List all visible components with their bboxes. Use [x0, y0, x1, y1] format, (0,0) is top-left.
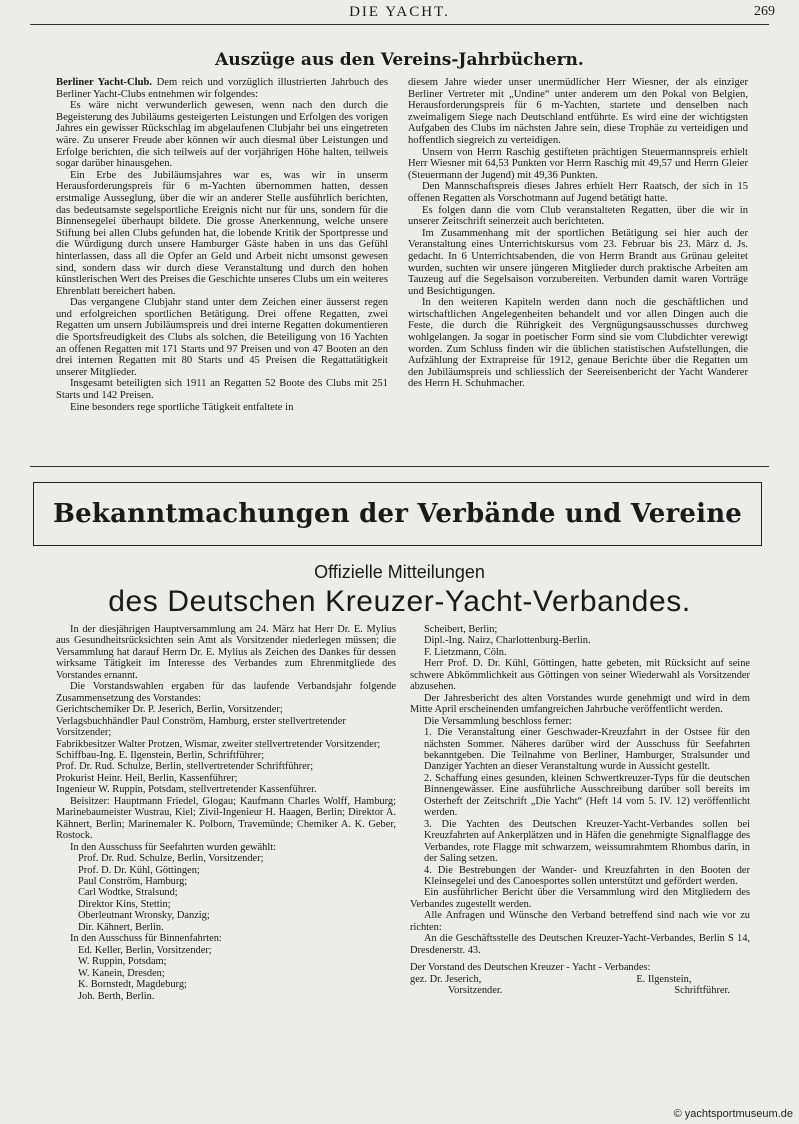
paragraph: Das vergangene Clubjahr stand unter dem Zeichen einer äusserst regen und erfolgreichen sportlichen Betätigung. Drei offene Regatten, zwei Regatten um unsern Jubiläumspreis und drei interne Regatten dokumentieren die Sportsfreudigkeit des Clubs als solchen, die Beteiligung von 16 Yachten an offenen Regatten mit 171 Starts und 97 Preisen und von 47 Booten an den drei internen Regatten mit 80 Starts und 45 Preisen die Regattatätigkeit unserer Mitglieder.: [56, 297, 388, 378]
list-item: W. Ruppin, Potsdam;: [78, 956, 167, 968]
list-item: Dipl.-Ing. Nairz, Charlottenburg-Berlin.: [424, 635, 591, 647]
paragraph: Ein Erbe des Jubiläumsjahres war es, was wir in unserm Herausforderungspreis für 6 m-Yachten übernommen hatten, dessen erstmalige Ausseglung, über die wir an anderer Stelle ausführlich berichten, das bedeutsamste segelsportliche Ereignis nicht nur für uns, sondern für die Binnensegelei überhaupt bildete. Die grosse Anerkennung, welche unsere Stiftung bei allen Clubs gefunden hat, die lobende Kritik der Sportpresse und die Würdigung durch unsere Hamburger Gäste haben in uns das Gefühl hinterlassen, dass all die Opfer an Geld und Arbeit nicht umsonst gewesen sind, sondern dass wir durch diese Veranstaltung und durch den hohen künstlerischen Wert des Preises die Geschichte unseres Clubs um ein weiteres Ehrenblatt bereichert haben.: [56, 169, 388, 297]
section-title-jahrbuecher: Auszüge aus den Vereins-Jahrbüchern.: [215, 50, 584, 70]
paragraph: In den weiteren Kapiteln werden dann noch die geschäftlichen und wirtschaftlichen Angelegenheiten behandelt und vor allen Dingen auch die Feste, die durch die Rührigkeit des Vergnügungsausschusses durchweg wohlgelangen. Ja sogar in poetischer Form sind sie vom Clubdichter verewigt worden. Zum Schluss finden wir die üblichen statistischen Aufstellungen, die Aufzählung der Extrapreise für 1912, genaue Berichte über die Regatten um den Jubiläumspreis und schliesslich der Seereisenbericht der Yacht Wanderer des Herrn H. Schuhmacher.: [408, 297, 748, 390]
signature-chair: gez. Dr. Jeserich,: [410, 973, 482, 985]
inland-committee-list: [56, 945, 396, 1002]
paragraph: Den Mannschaftspreis dieses Jahres erhielt Herr Raatsch, der sich in 15 offenen Regatten als Vorschotmann auf Jugend betätigt hatte.: [408, 181, 748, 204]
list-item: 3. Die Yachten des Deutschen Kreuzer-Yacht-Verbandes sollen bei Kreuzfahrten auf Ankerplätzen und in Häfen die genehmigte Signalflagge des Verbandes, rote Flagge mit schwarzem, weissumrahmtem Rhombus darin, in der Saling setzen.: [424, 818, 750, 865]
list-item: Carl Wodtke, Stralsund;: [78, 887, 178, 899]
paragraph: Herr Prof. D. Dr. Kühl, Göttingen, hatte gebeten, mit Rücksicht auf seine schwere Abkömmlichkeit aus Göttingen von seiner Wiederwahl als Vorsitzender abzusehen.: [410, 658, 750, 693]
club-lead: Berliner Yacht-Club.: [56, 77, 153, 88]
list-item: Dir. Kähnert, Berlin.: [78, 921, 164, 933]
official-subtitle: Offizielle Mitteilungen: [314, 562, 485, 582]
list-item: Prof. Dr. Rud. Schulze, Berlin, stellvertretender Schriftführer;: [56, 761, 314, 773]
list-item: Prof. D. Dr. Kühl, Göttingen;: [78, 864, 200, 876]
list-item: Joh. Berth, Berlin.: [78, 990, 155, 1002]
list-item: Scheibert, Berlin;: [424, 624, 498, 635]
list-item: Paul Conström, Hamburg;: [78, 875, 188, 887]
list-item: 4. Die Bestrebungen der Wander- und Kreuzfahrten in den Booten der Kleinsegelei und des Canoesportes sollen unterstützt und gefördert werden.: [424, 864, 750, 887]
list-item: 2. Schaffung eines gesunden, kleinen Schwertkreuzer-Typs für die deutschen Binnengewässer. Eine ausführliche Ausschreibung darüber soll bereits im Osterheft der Zeitschrift „Die Yacht“ (Heft 14 vom 5. IV. 12) veröffentlicht werden.: [424, 772, 750, 819]
official-title: des Deutschen Kreuzer-Yacht-Verbandes.: [108, 585, 691, 618]
paragraph: Unsern von Herrn Raschig gestifteten prächtigen Steuermannspreis erhielt Herr Wiesner mit 64,53 Punkten vor Herrn Raschig mit 49,57 und Herrn Gleier (Steuermann der Jugend) mit 49,36 Punkten.: [408, 146, 748, 181]
jahrbuch-right-column: [408, 77, 748, 390]
board-list: [56, 704, 396, 796]
signature-secretary: E. Ilgenstein,: [636, 973, 692, 985]
section-divider: [30, 466, 769, 467]
list-item: Fabrikbesitzer Walter Protzen, Wismar, zweiter stellvertretender Vorsitzender;: [56, 738, 381, 750]
paragraph: Im Zusammenhang mit der sportlichen Betätigung sei hier auch der Veranstaltung eines Unterrichtskursus vom 23. Februar bis 23. März d. Js. gedacht. In 6 Unterrichtsabenden, die von Herrn Brandt aus Grünau geleitet wurden, suchten wir unsere jüngeren Mitglieder durch praktische Arbeiten am Tauzeug auf die Segelsaison vorzubereiten. Verbunden damit waren Vorträge und Besichtigungen.: [408, 227, 748, 297]
paragraph: Die Versammlung beschloss ferner:: [424, 715, 572, 727]
paragraph: diesem Jahre wieder unser unermüdlicher Herr Wiesner, der als einziger Berliner Vertreter mit „Undine“ unter anderem um den Pokal von Belgien, Herausforderungspreis für 6 m-Yachten, startete und denselben nach zweimaligem Siege nach Deutschland entführte. Es wird eine der wichtigsten Aufgaben des Clubs im nächsten Jahre sein, diese Trophäe zu verteidigen und hoffentlich siegreich zu verteidigen.: [408, 77, 748, 146]
list-item: Direktor Kins, Stettin;: [78, 898, 171, 910]
list-item: Ingenieur W. Ruppin, Potsdam, stellvertretender Kassenführer.: [56, 784, 317, 796]
paragraph: Alle Anfragen und Wünsche den Verband betreffend sind nach wie vor zu richten:: [410, 910, 750, 933]
paragraph: An die Geschäftsstelle des Deutschen Kreuzer-Yacht-Verbandes, Berlin S 14, Dresdenerstr. 43.: [410, 933, 750, 956]
paragraph: Eine besonders rege sportliche Tätigkeit entfaltete in: [70, 401, 294, 413]
paragraph: Dem reich und vorzüglich illustrierten Jahrbuch des Berliner Yacht-Clubs entnehmen wir folgendes:: [56, 77, 388, 100]
list-item: Ed. Keller, Berlin, Vorsitzender;: [78, 944, 212, 956]
paragraph: Es folgen dann die vom Club veranstalteten Regatten, über die wir in unserer Zeitschrift seinerzeit auch berichteten.: [408, 204, 748, 228]
paragraph: In den Ausschuss für Seefahrten wurden gewählt:: [70, 841, 277, 853]
list-item: Prof. Dr. Rud. Schulze, Berlin, Vorsitzender;: [78, 853, 264, 865]
inland-committee-continued: [410, 624, 750, 658]
list-item: W. Kanein, Dresden;: [78, 967, 165, 979]
paragraph: Ein ausführlicher Bericht über die Versammlung wird den Mitgliedern des Verbandes zugestellt werden.: [410, 887, 750, 910]
resolution-list: [410, 727, 750, 887]
sea-committee-list: [56, 853, 396, 933]
paragraph: Der Jahresbericht des alten Vorstandes wurde genehmigt und wird in dem Mitte April erscheinenden umfangreichen Jahrbuche veröffentlicht werden.: [410, 692, 750, 716]
verband-left-column: [56, 624, 396, 1002]
paragraph: Die Vorstandswahlen ergaben für das laufende Verbandsjahr folgende Zusammensetzung des Vorstandes:: [56, 681, 396, 704]
paragraph: Es wäre nicht verwunderlich gewesen, wenn nach den durch die Begeisterung des Jubiläums gesteigerten Leistungen und Erfolgen des vorigen Jahres ein gewisser Rückschlag im abgelaufenen Clubjahr bei uns eingetreten wäre. Zu unserer Freude aber können wir auch diesmal über Leistungen und Erfolge berichten, die sich teilweis auf der vorjährigen Höhe halten, teilweis sogar darüber hinausgehen.: [56, 100, 388, 170]
signature-secretary-role: Schriftführer.: [674, 985, 730, 997]
paragraph: In den Ausschuss für Binnenfahrten:: [70, 933, 222, 945]
header-rule: [30, 24, 769, 25]
jahrbuch-left-column: [56, 77, 388, 413]
page-number: 269: [754, 4, 775, 19]
paragraph: In der diesjährigen Hauptversammlung am 24. März hat Herr Dr. E. Mylius aus Gesundheitsrücksichten sein Amt als Vorsitzender niederlegen müssen; die Versammlung hat darauf Herrn Dr. E. Mylius als Zeichen des Dankes für dessen wirksame Tätigkeit im Interesse des Verbandes zum Ehrenmitgliede des Vorstandes ernannt.: [56, 624, 396, 681]
list-item: K. Bornstedt, Magdeburg;: [78, 979, 187, 991]
signature-chair-role: Vorsitzender.: [448, 985, 503, 997]
list-item: Gerichtschemiker Dr. P. Jeserich, Berlin, Vorsitzender;: [56, 704, 283, 716]
announcements-banner: [33, 482, 762, 546]
verband-right-column: [410, 624, 750, 997]
announcements-title: Bekanntmachungen der Verbände und Vereine: [52, 499, 743, 529]
list-item: 1. Die Veranstaltung einer Geschwader-Kreuzfahrt in der Ostsee für den nächsten Sommer. Näheres darüber wird der Ausschuss für Seefahrten bekanntgeben. Die Teilnahme von Berliner, Hamburger, Stralsunder und Danziger Yachten an dieser Veranstaltung wurde in Aussicht gestellt.: [424, 727, 750, 773]
paragraph: Insgesamt beteiligten sich 1911 an Regatten 52 Boote des Clubs mit 251 Starts und 142 Preisen.: [56, 378, 388, 402]
journal-title: DIE YACHT.: [349, 4, 450, 20]
signature-intro: Der Vorstand des Deutschen Kreuzer - Yacht - Verbandes:: [410, 962, 651, 974]
list-item: Schiffbau-Ing. E. Ilgenstein, Berlin, Schriftführer;: [56, 749, 265, 761]
list-item: Verlagsbuchhändler Paul Conström, Hamburg, erster stellvertretender Vorsitzender;: [56, 715, 346, 739]
signature-block: [410, 974, 750, 997]
list-item: Prokurist Heinr. Heil, Berlin, Kassenführer;: [56, 772, 238, 784]
list-item: F. Lietzmann, Cöln.: [424, 646, 507, 658]
paragraph: Beisitzer: Hauptmann Friedel, Glogau; Kaufmann Charles Wolff, Hamburg; Marinebaumeister Wustrau, Kiel; Zivil-Ingenieur H. Haagen, Berlin; Direktor A. Kähnert, Berlin; Marinemaler K. Polborn, Travemünde; Chemiker A. K. Geber, Rostock.: [56, 795, 396, 842]
watermark: © yachtsportmuseum.de: [673, 1108, 793, 1120]
list-item: Oberleutnant Wronsky, Danzig;: [78, 910, 210, 922]
